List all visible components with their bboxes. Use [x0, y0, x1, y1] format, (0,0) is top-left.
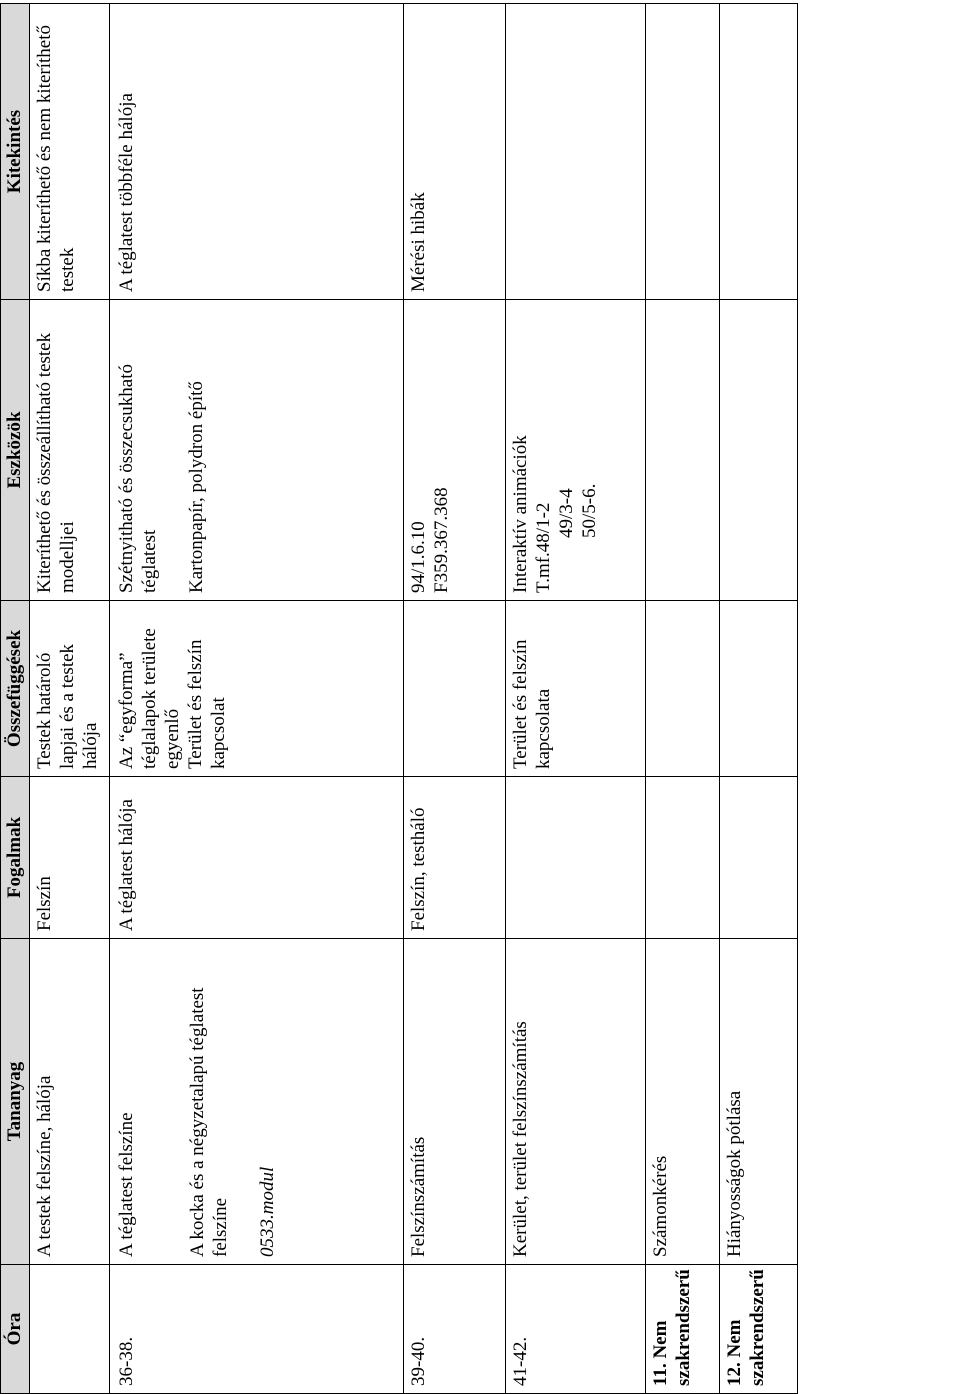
cell-tananyag: Számonkérés: [646, 939, 720, 1265]
cell-osszefuggesek: [110, 601, 404, 777]
cell-fogalmak: [720, 777, 798, 939]
lesson-plan-table: [0, 3, 798, 1394]
cell-tananyag: [110, 939, 404, 1265]
eszkoz-text: 50/5-6.: [579, 483, 600, 538]
eszkoz-text: 94/1.6.10: [408, 521, 429, 593]
cell-kitekintes: Mérési hibák: [404, 4, 506, 300]
header-row: [1, 4, 30, 1394]
header-osszefuggesek: Összefüggések: [1, 601, 30, 777]
cell-tananyag: A testek felszíne, hálója: [30, 939, 110, 1265]
table-row: [404, 4, 506, 1394]
tananyag-text: A kocka és a négyzetalapú téglatest felszíne: [187, 987, 231, 1257]
cell-kitekintes: [506, 4, 646, 300]
cell-osszefuggesek: Terület és felszín kapcsolata: [506, 601, 646, 777]
cell-ora: 12. Nem szakrendszerű: [720, 1265, 798, 1394]
cell-fogalmak: Felszín: [30, 777, 110, 939]
module-reference: 0533.modul: [257, 1166, 278, 1257]
table-row: [30, 4, 110, 1394]
cell-fogalmak: Felszín, testháló: [404, 777, 506, 939]
header-tananyag: Tananyag: [1, 939, 30, 1265]
cell-ora: 41-42.: [506, 1265, 646, 1394]
header-ora: Óra: [1, 1265, 30, 1394]
eszkoz-text: F359.367.368: [431, 487, 452, 593]
cell-osszefuggesek: Testek határoló lapjai és a testek hálója: [30, 601, 110, 777]
cell-ora: 36-38.: [110, 1265, 404, 1394]
cell-eszkozok: [720, 300, 798, 601]
header-eszkozok: Eszközök: [1, 300, 30, 601]
table-row: [646, 4, 720, 1394]
eszkoz-text: 49/3-4: [556, 488, 577, 538]
cell-tananyag: Felszínszámítás: [404, 939, 506, 1265]
cell-osszefuggesek: [646, 601, 720, 777]
cell-kitekintes: [720, 4, 798, 300]
table-row: [110, 4, 404, 1394]
cell-osszefuggesek: [720, 601, 798, 777]
cell-eszkozok: [506, 300, 646, 601]
cell-kitekintes: [646, 4, 720, 300]
cell-eszkozok: [646, 300, 720, 601]
table-row: [506, 4, 646, 1394]
cell-osszefuggesek: [404, 601, 506, 777]
cell-kitekintes: A téglatest többféle hálója: [110, 4, 404, 300]
cell-eszkozok: [404, 300, 506, 601]
cell-ora: 11. Nem szakrendszerű: [646, 1265, 720, 1394]
cell-fogalmak: [506, 777, 646, 939]
eszkoz-text: T.mf.48/1-2: [533, 502, 554, 593]
cell-fogalmak: [646, 777, 720, 939]
cell-tananyag: Kerület, terület felszínszámítás: [506, 939, 646, 1265]
cell-tananyag: Hiányosságok pótlása: [720, 939, 798, 1265]
osszefugges-text: Terület és felszín kapcsolat: [185, 639, 229, 769]
header-kitekintes: Kitekintés: [1, 4, 30, 300]
cell-ora: 39-40.: [404, 1265, 506, 1394]
eszkoz-text: Kartonpapír, polydron építő: [186, 381, 207, 593]
cell-ora: [30, 1265, 110, 1394]
osszefugges-text: Az “egyforma” téglalapok területe egyenlő: [116, 628, 183, 769]
header-fogalmak: Fogalmak: [1, 777, 30, 939]
cell-eszkozok: Kiteríthető és összeállítható testek modelljei: [30, 300, 110, 601]
eszkoz-text: Interaktív animációk: [510, 435, 531, 593]
table-row: [720, 4, 798, 1394]
tananyag-text: A téglatest felszíne: [116, 1112, 137, 1257]
cell-eszkozok: [110, 300, 404, 601]
eszkoz-text: Szétnyitható és összecsukható téglatest: [116, 363, 160, 593]
cell-kitekintes: Síkba kiteríthető és nem kiteríthető testek: [30, 4, 110, 300]
cell-fogalmak: A téglatest hálója: [110, 777, 404, 939]
